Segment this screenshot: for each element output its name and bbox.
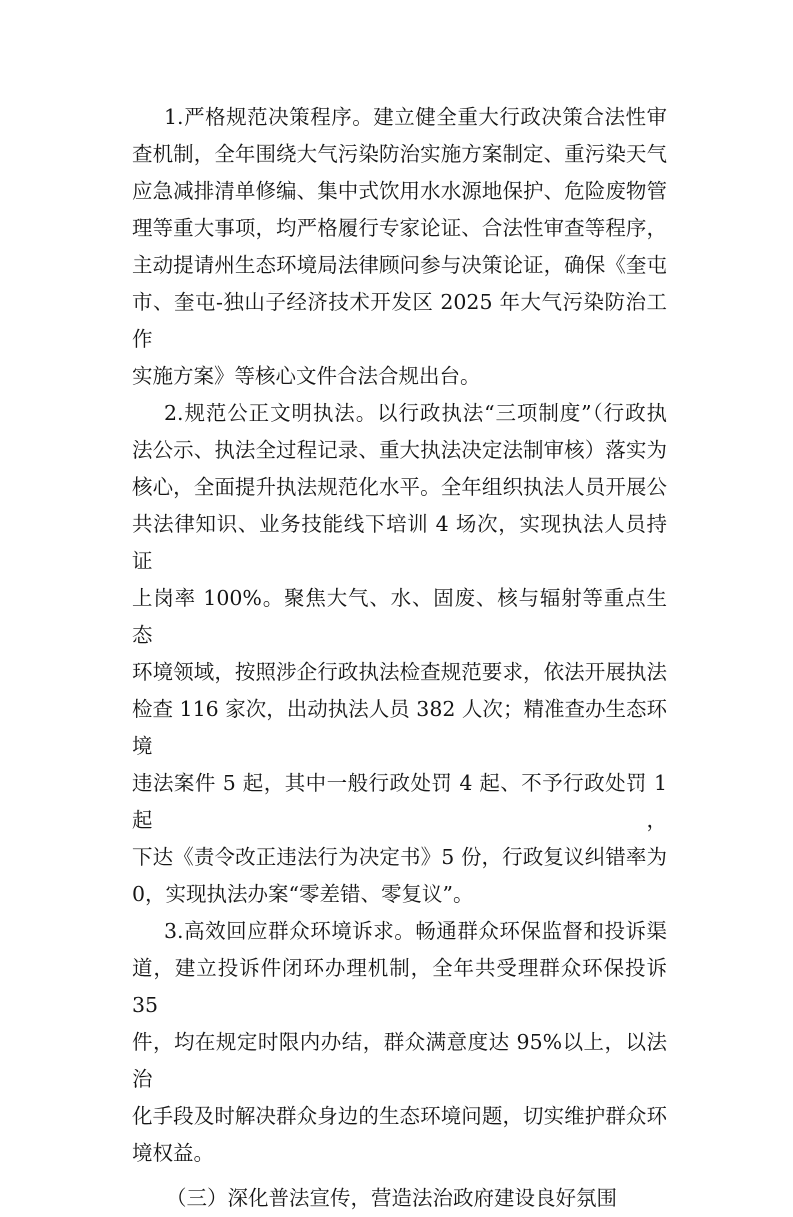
paragraph-3 bbox=[132, 913, 667, 1172]
paragraph-1-line-2: 查机制，全年围绕大气污染防治实施方案制定、重污染天气 bbox=[132, 142, 667, 166]
paragraph-1-line-5: 主动提请州生态环境局法律顾问参与决策论证，确保《奎屯 bbox=[132, 253, 667, 277]
paragraph-2-line-5: 上岗率 100%。聚焦大气、水、固废、核与辐射等重点生态 bbox=[132, 586, 667, 647]
paragraph-3-line-4: 化手段及时解决群众身边的生态环境问题，切实维护群众环 bbox=[132, 1104, 667, 1128]
paragraph-3-line-5: 境权益。 bbox=[132, 1141, 214, 1165]
document-body bbox=[132, 99, 667, 1217]
paragraph-2-line-6: 环境领域，按照涉企行政执法检查规范要求，依法开展执法 bbox=[132, 660, 667, 684]
section-heading: （三）深化普法宣传，营造法治政府建设良好氛围 bbox=[166, 1186, 617, 1210]
paragraph-2-line-8: 违法案件 5 起，其中一般行政处罚 4 起、不予行政处罚 1 起， bbox=[132, 771, 667, 832]
paragraph-2-line-1: 2.规范公正文明执法。以行政执法“三项制度”（行政执 bbox=[164, 401, 667, 425]
paragraph-1 bbox=[132, 99, 667, 395]
paragraph-2 bbox=[132, 395, 667, 913]
paragraph-1-line-6: 市、奎屯-独山子经济技术开发区 2025 年大气污染防治工作 bbox=[132, 290, 667, 351]
paragraph-1-line-7: 实施方案》等核心文件合法合规出台。 bbox=[132, 364, 481, 388]
paragraph-2-line-3: 核心，全面提升执法规范化水平。全年组织执法人员开展公 bbox=[132, 475, 667, 499]
paragraph-3-line-1: 3.高效回应群众环境诉求。畅通群众环保监督和投诉渠 bbox=[164, 919, 667, 943]
paragraph-3-line-3: 件，均在规定时限内办结，群众满意度达 95%以上，以法治 bbox=[132, 1030, 667, 1091]
paragraph-2-line-4: 共法律知识、业务技能线下培训 4 场次，实现执法人员持证 bbox=[132, 512, 667, 573]
paragraph-2-line-7: 检查 116 家次，出动执法人员 382 人次；精准查办生态环境 bbox=[132, 697, 667, 758]
paragraph-1-line-3: 应急减排清单修编、集中式饮用水水源地保护、危险废物管 bbox=[132, 179, 667, 203]
paragraph-3-line-2: 道，建立投诉件闭环办理机制，全年共受理群众环保投诉 35 bbox=[132, 956, 667, 1017]
paragraph-2-line-9: 下达《责令改正违法行为决定书》5 份，行政复议纠错率为 bbox=[132, 845, 667, 869]
paragraph-1-line-1: 1.严格规范决策程序。建立健全重大行政决策合法性审 bbox=[164, 105, 667, 129]
paragraph-2-line-2: 法公示、执法全过程记录、重大执法决定法制审核）落实为 bbox=[132, 438, 667, 462]
paragraph-1-line-4: 理等重大事项，均严格履行专家论证、合法性审查等程序， bbox=[132, 216, 667, 240]
paragraph-2-line-10: 0，实现执法办案“零差错、零复议”。 bbox=[132, 882, 474, 906]
